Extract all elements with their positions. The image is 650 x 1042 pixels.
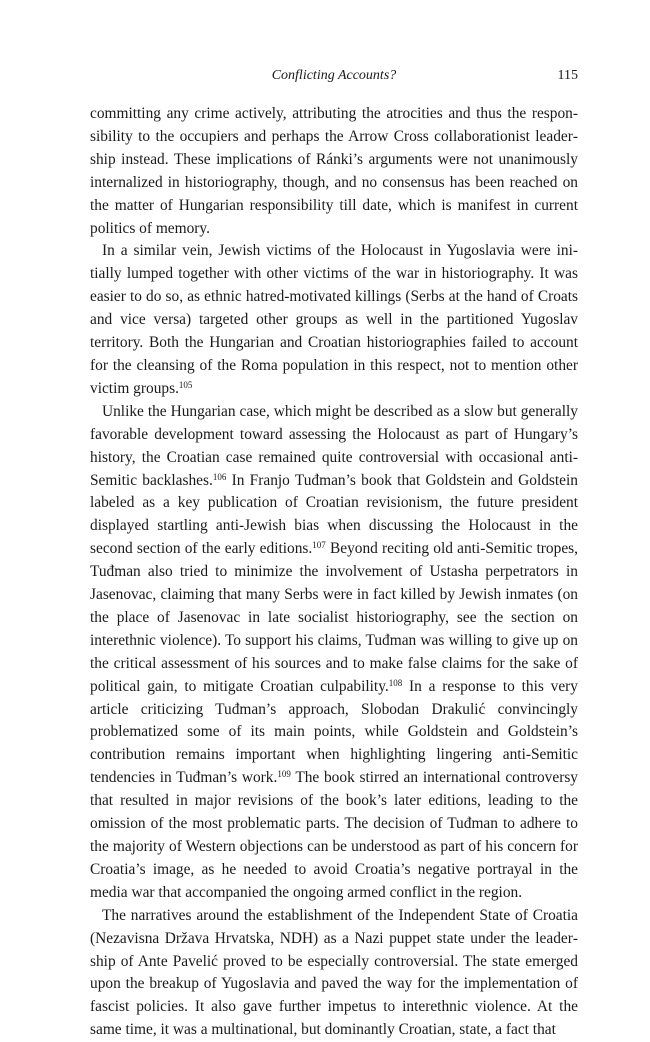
footnote-ref[interactable]: 106	[212, 471, 227, 482]
text-run: The narratives around the establishment of the Independent State of Croatia (Nezavisna Država Hrvatska, NDH) as a Nazi puppet state under the leadership of Ante Pavelić proved to be especially controversial. The state emerged upon the breakup of Yugoslavia and paved the way for the implementation of fascist policies. It also gave further impetus to interethnic violence. At the same time, it was a multinational, but dominantly Croatian, state, a fact that	[90, 906, 578, 1039]
footnote-ref[interactable]: 108	[388, 677, 403, 688]
text-run: In a similar vein, Jewish victims of the Holocaust in Yugoslavia were initially lumped together with other victims of the war in historiography. It was easier to do so, as ethnic hatred-motivated killings (Serbs at the hand of Croats and vice versa) targeted other groups as well in the partitioned Yugoslav territory. Both the Hungarian and Croatian historiographies failed to account for the cleansing of the Roma population in this respect, not to mention other victim groups.	[90, 242, 578, 397]
text-run: Unlike the Hungarian case, which might be described as a slow but generally favorable development toward assessing the Holocaust as part of Hungary’s history, the Croatian case remained quite controversial with occasional anti-Semitic backlashes.	[90, 402, 578, 489]
paragraph	[90, 240, 578, 400]
paragraph	[90, 905, 578, 1042]
text-run: In a response to this very article criticizing Tuđman’s approach, Slobodan Drakulić convincingly problematized some of its main points, while Goldstein and Goldstein’s contribution remains important when highlighting lingering anti-Semitic tendencies in Tuđman’s work.	[90, 677, 578, 787]
text-run: In Franjo Tuđman’s book that Goldstein and Goldstein labeled as a key publication of Croatian revisionism, the future president displayed startling anti-Jewish bias when discussing the Holocaust in the second section of the early editions.	[90, 471, 578, 558]
text-run: The book stirred an international controversy that resulted in major revisions of the book’s later editions, leading to the omission of the most problematic parts. The decision of Tuđman to adhere to the majority of Western objections can be understood as part of his concern for Croatia’s image, as he needed to avoid Croatia’s negative portrayal in the media war that accompanied the ongoing armed conflict in the region.	[90, 769, 578, 901]
body-text	[90, 103, 578, 1042]
footnote-ref[interactable]: 105	[178, 379, 193, 390]
running-title: Conflicting Accounts?	[271, 68, 397, 83]
page-number: 115	[557, 68, 578, 83]
book-page	[90, 60, 578, 1042]
footnote-ref[interactable]: 109	[277, 769, 291, 780]
running-head	[90, 60, 578, 90]
text-run: committing any crime actively, attributing the atrocities and thus the responsibility to the occupiers and perhaps the Arrow Cross collaborationist leadership instead. These implications of Ránki’s arguments were not unanimously internalized in historiography, though, and no consensus has been reached on the matter of Hungarian responsibility till date, which is manifest in current politics of memory.	[90, 105, 578, 237]
text-run: Beyond reciting old anti-Semitic tropes, Tuđman also tried to minimize the involvement of Ustasha perpetrators in Jasenovac, claiming that many Serbs were in fact killed by Jewish inmates (on the place of Jasenovac in late socialist historiography, see the section on interethnic violence). To support his claims, Tuđman was willing to give up on the critical assessment of his sources and to make false claims for the sake of political gain, to mitigate Croatian culpability.	[90, 540, 578, 695]
paragraph	[90, 103, 578, 240]
paragraph	[90, 401, 578, 905]
footnote-ref[interactable]: 107	[312, 540, 326, 551]
